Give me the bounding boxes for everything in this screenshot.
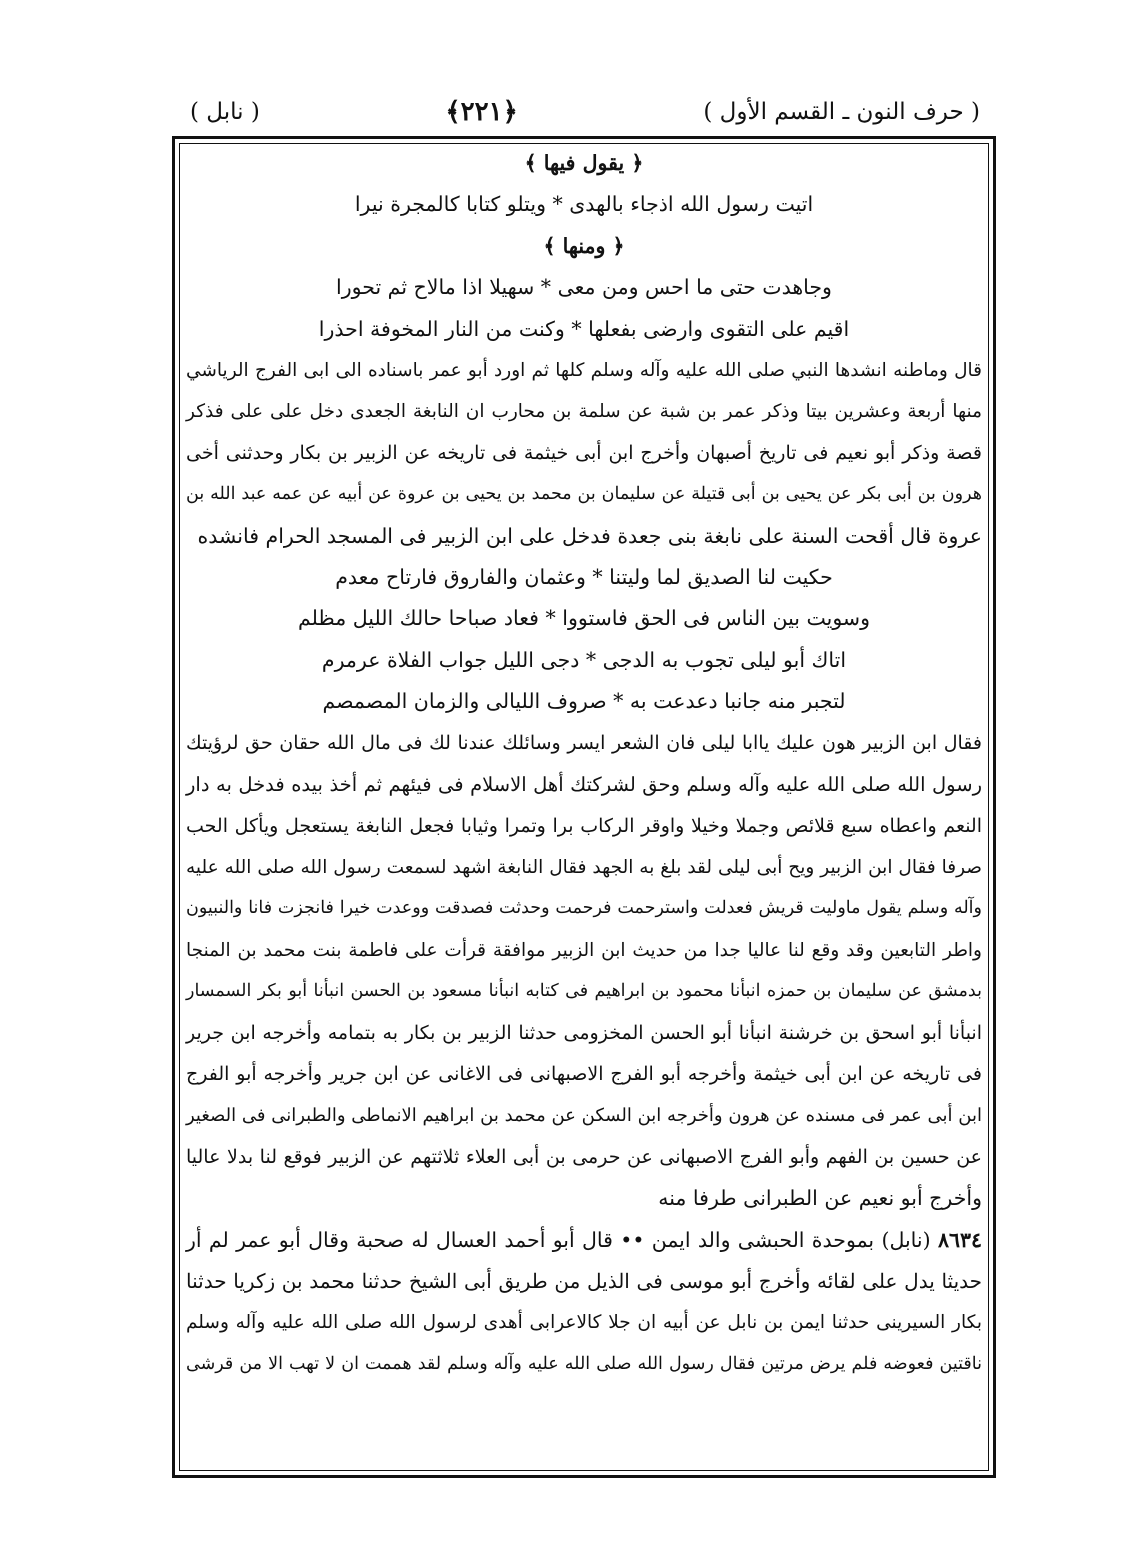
prose-line: هرون بن أبى بكر عن يحيى بن أبى قتيلة عن سليمان بن محمد بن يحيى بن عروة عن أبيه عن عمه عبد الله بن [186, 484, 982, 505]
prose-line: وأخرج أبو نعيم عن الطبرانى طرفا منه [658, 1186, 982, 1211]
verse-line: وجاهدت حتى ما احس ومن معى * سهيلا اذا مالاح ثم تحورا [336, 275, 832, 300]
prose-line: رسول الله صلى الله عليه وآله وسلم وحق لشركتك أهل الاسلام فى فيئهم ثم أخذ بيده فدخل به دار [186, 773, 982, 797]
prose-line: وآله وسلم يقول ماوليت قريش فعدلت واسترحمت فرحمت وحدثت فصدقت ووعدت خيرا فانجزت فانا والنبيون [186, 898, 982, 919]
verse-line: حكيت لنا الصديق لما وليتنا * وعثمان والفاروق فارتاح معدم [335, 565, 833, 590]
prose-line: ابن أبى عمر فى مسنده عن هرون وأخرجه ابن السكن عن محمد بن ابراهيم الانماطى والطبرانى فى الصغير [186, 1105, 982, 1127]
prose-line: واطر التابعين وقد وقع لنا عاليا جدا من حديث ابن الزبير موافقة قرأت على فاطمة بنت محمد بن المنجا [186, 939, 982, 961]
entry-name: ( نابل ) [190, 99, 260, 125]
prose-line: النعم واعطاه سبع قلائص وجملا وخيلا واوقر الركاب برا وتمرا وثيابا فجعل النابغة يستعجل ويأكل الحب [186, 814, 982, 837]
prose-line: صرفا فقال ابن الزبير ويح أبى ليلى لقد بلغ به الجهد فقال النابغة اشهد لسمعت رسول الله صلى الله عليه [186, 856, 982, 878]
prose-line: بكار السيرينى حدثنا ايمن بن نابل عن أبيه ان جلا كالاعرابى أهدى لرسول الله صلى الله عليه وآله وسلم [186, 1312, 982, 1334]
prose-line: حديثا يدل على لقائه وأخرج أبو موسى فى الذيل من طريق أبى الشيخ حدثنا محمد بن زكريا حدثنا [186, 1268, 982, 1293]
entry-heading: (نابل) [881, 1227, 931, 1252]
running-header [190, 92, 980, 132]
verse-line: اتيت رسول الله اذجاء بالهدى * ويتلو كتابا كالمجرة نيرا [354, 192, 814, 217]
entry-number: ٨٦٣٤ [937, 1227, 982, 1252]
prose-line: انبأنا أبو اسحق بن خرشنة انبأنا أبو الحسن المخزومى حدثنا الزبير بن بكار به بتمامه وأخرجه ابن جرير [186, 1021, 982, 1044]
prose-line: بدمشق عن سليمان بن حمزه انبأنا محمود بن ابراهيم فى كتابه انبأنا مسعود بن الحسن انبأنا أبو بكر السمسار [186, 981, 982, 1002]
poem-heading: ﴿ يقول فيها ﴾ [524, 151, 644, 175]
verse-line: لتجبر منه جانبا دعدعت به * صروف الليالى والزمان المصمصم [322, 689, 846, 714]
entry-line [184, 1220, 984, 1261]
verse-line: وسويت بين الناس فى الحق فاستووا * فعاد صباحا حالك الليل مظلم [297, 606, 870, 631]
prose-line: قصة وذكر أبو نعيم فى تاريخ أصبهان وأخرج ابن أبى خيثمة فى تاريخه عن الزبير بن بكار وحدثنى أخى [186, 441, 982, 464]
prose-line: قال وماطنه انشدها النبي صلى الله عليه وآله وسلم كلها ثم اورد أبو عمر باسناده الى ابى الفرج الرياشي [186, 360, 982, 382]
verse-line: اتاك أبو ليلى تجوب به الدجى * دجى الليل جواب الفلاة عرمرم [321, 647, 847, 672]
poem-heading: ﴿ ومنها ﴾ [543, 233, 625, 258]
verse-line: اقيم على التقوى وارضى بفعلها * وكنت من النار المخوفة احذرا [318, 316, 850, 341]
prose-line: عن حسين بن الفهم وأبو الفرج الاصبهانى عن حرمى بن أبى العلاء ثلاثتهم عن الزبير فوقع لنا بدلا عاليا [186, 1145, 982, 1168]
prose-line: عروة قال أقحت السنة على نابغة بنى جعدة فدخل على ابن الزبير فى المسجد الحرام فانشده [197, 523, 982, 548]
section-title: ( حرف النون ـ القسم الأول ) [703, 99, 980, 125]
prose-line: منها أربعة وعشرين بيتا وذكر عمر بن شبة عن سلمة بن محارب ان النابغة الجعدى دخل على على فذكر [186, 401, 982, 423]
page-body [184, 143, 984, 1471]
page-number: ﴿٢٢١﴾ [445, 97, 518, 127]
prose-line: فى تاريخه عن ابن أبى خيثمة وأخرجه أبو الفرج الاصبهانى فى الاغانى عن ابن جرير وأخرجه أبو الفرج [186, 1062, 982, 1085]
entry-text: بموحدة الحبشى والد ايمن •• قال أبو أحمد العسال له صحبة وقال أبو عمر لم أر [186, 1227, 875, 1252]
prose-line: ناقتين فعوضه فلم يرض مرتين فقال رسول الله صلى الله عليه وآله وسلم لقد هممت ان لا تهب الا من قرشى [186, 1353, 982, 1374]
prose-line: فقال ابن الزبير هون عليك ياابا ليلى فان الشعر ايسر وسائلك عندنا لك فى مال الله حقان حق لرؤيتك [186, 731, 982, 754]
